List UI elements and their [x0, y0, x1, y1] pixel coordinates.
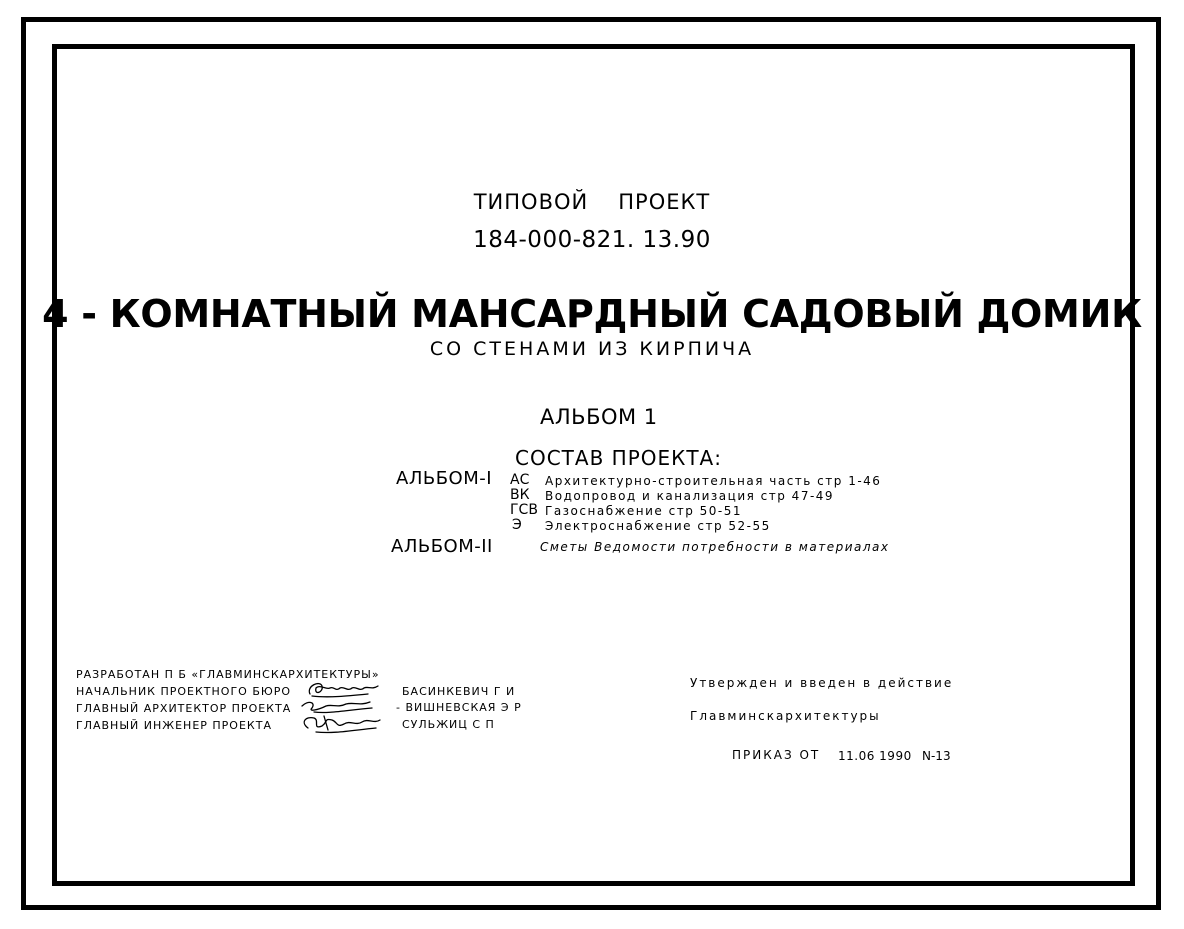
- item-code: Э: [512, 517, 522, 533]
- album-2-label: АЛЬБОМ-II: [391, 536, 493, 557]
- item-text: Газоснабжение стр 50-51: [545, 504, 743, 518]
- person-name: - ВИШНЕВСКАЯ Э Р: [396, 701, 522, 714]
- approval-line-2: Главминскархитектуры: [690, 709, 881, 723]
- person-name: СУЛЬЖИЦ С П: [402, 718, 495, 731]
- album-2-text: Сметы Ведомости потребности в материалах: [540, 540, 890, 554]
- developer-org: РАЗРАБОТАН П Б «ГЛАВМИНСКАРХИТЕКТУРЫ»: [76, 668, 380, 681]
- order-number: N-13: [922, 749, 951, 763]
- album-1-label: АЛЬБОМ-I: [396, 468, 493, 489]
- item-text: Архитектурно-строительная часть стр 1-46: [545, 474, 882, 488]
- project-word: ПРОЕКТ: [618, 190, 711, 214]
- album-label: АЛЬБОМ 1: [540, 405, 658, 429]
- item-code: АС: [510, 472, 530, 488]
- composition-heading: СОСТАВ ПРОЕКТА:: [515, 446, 722, 470]
- item-code: ГСВ: [510, 502, 538, 518]
- item-text: Электроснабжение стр 52-55: [545, 519, 771, 533]
- person-name: БАСИНКЕВИЧ Г И: [402, 685, 516, 698]
- project-type-word: ТИПОВОЙ: [473, 190, 589, 214]
- approval-line-1: Утвержден и введен в действие: [690, 676, 954, 690]
- role-label: НАЧАЛЬНИК ПРОЕКТНОГО БЮРО: [76, 685, 292, 698]
- document-subtitle: СО СТЕНАМИ ИЗ КИРПИЧА: [429, 338, 755, 360]
- role-label: ГЛАВНЫЙ ИНЖЕНЕР ПРОЕКТА: [76, 719, 272, 732]
- order-label: ПРИКАЗ ОТ: [732, 748, 821, 762]
- item-code: ВК: [510, 487, 530, 503]
- role-label: ГЛАВНЫЙ АРХИТЕКТОР ПРОЕКТА: [76, 702, 292, 715]
- project-type-line: [0, 190, 1184, 214]
- order-date: 11.06 1990: [838, 749, 912, 763]
- document-title: 4 - КОМНАТНЫЙ МАНСАРДНЫЙ САДОВЫЙ ДОМИК: [42, 292, 1142, 336]
- project-code: 184-000-821. 13.90: [473, 227, 711, 253]
- item-text: Водопровод и канализация стр 47-49: [545, 489, 835, 503]
- signatures-image: [298, 676, 402, 738]
